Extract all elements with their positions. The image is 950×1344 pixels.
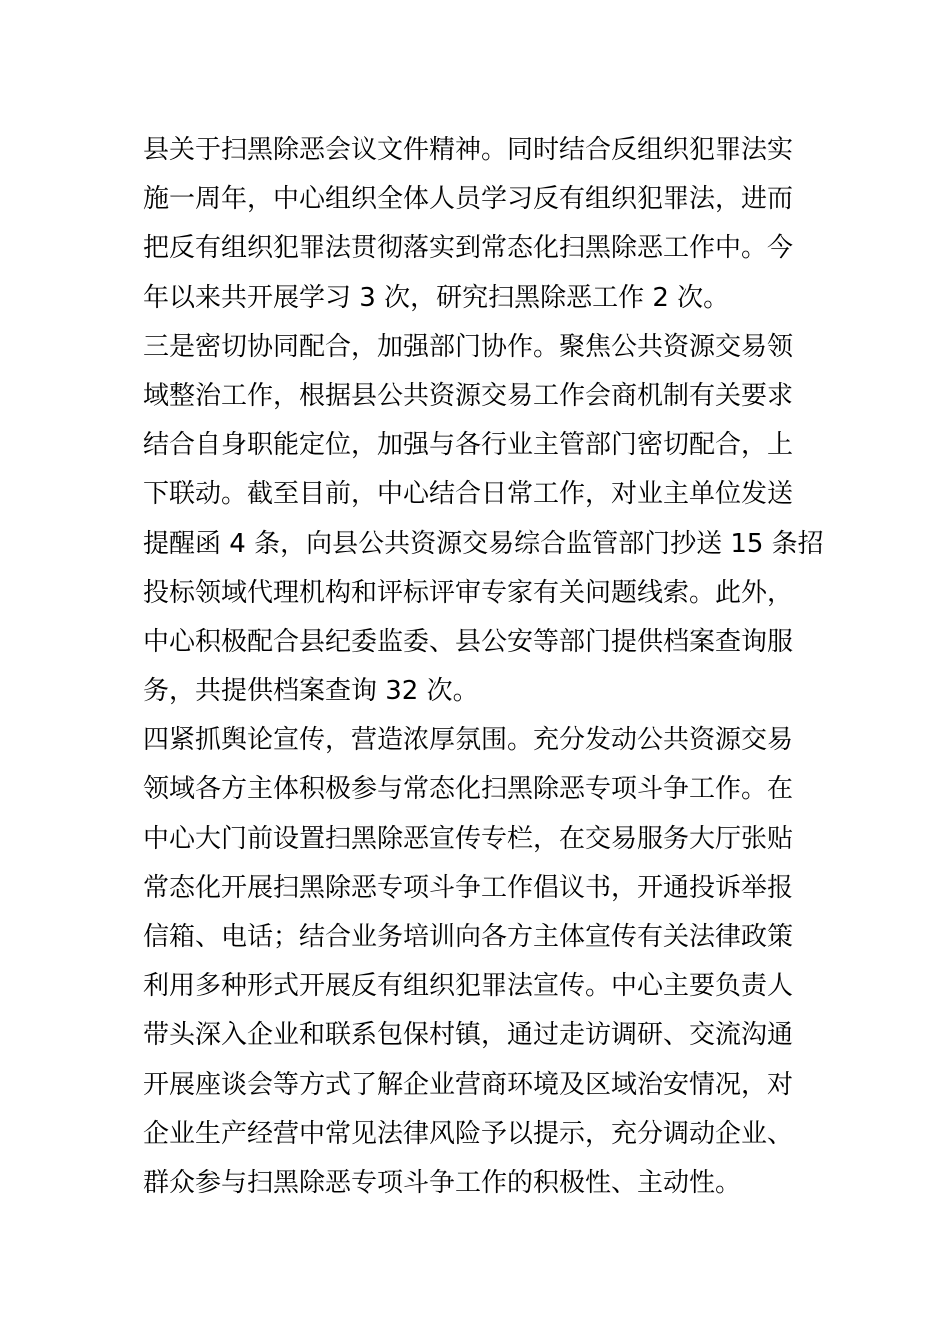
- text-line: 利用多种形式开展反有组织犯罪法宣传。中心主要负责人: [143, 971, 794, 1002]
- text-line: 企业生产经营中常见法律风险予以提示，充分调动企业、: [143, 1118, 794, 1149]
- text-line: 施一周年，中心组织全体人员学习反有组织犯罪法，进而: [143, 184, 794, 215]
- section-heading-line: 三是密切协同配合，加强部门协作。聚焦公共资源交易领: [143, 331, 794, 362]
- text-line: 投标领域代理机构和评标评审专家有关问题线索。此外，: [143, 577, 794, 608]
- text-line: 领域各方主体积极参与常态化扫黑除恶专项斗争工作。在: [143, 774, 794, 805]
- text-line: 中心积极配合县纪委监委、县公安等部门提供档案查询服: [143, 626, 794, 657]
- text-line: 常态化开展扫黑除恶专项斗争工作倡议书，开通投诉举报: [143, 872, 794, 903]
- section-heading-line: 四紧抓舆论宣传，营造浓厚氛围。充分发动公共资源交易: [143, 725, 794, 756]
- text-line: 域整治工作，根据县公共资源交易工作会商机制有关要求: [143, 380, 794, 411]
- text-line: 把反有组织犯罪法贯彻落实到常态化扫黑除恶工作中。今: [143, 233, 794, 264]
- text-line: 务，共提供档案查询 32 次。: [143, 676, 479, 707]
- text-line: 结合自身职能定位，加强与各行业主管部门密切配合，上: [143, 430, 794, 461]
- text-line: 提醒函 4 条，向县公共资源交易综合监管部门抄送 15 条招: [143, 528, 824, 559]
- text-line: 中心大门前设置扫黑除恶宣传专栏，在交易服务大厅张贴: [143, 823, 794, 854]
- text-line: 群众参与扫黑除恶专项斗争工作的积极性、主动性。: [143, 1167, 742, 1198]
- text-line: 信箱、电话；结合业务培训向各方主体宣传有关法律政策: [143, 922, 794, 952]
- text-line: 下联动。截至目前，中心结合日常工作，对业主单位发送: [143, 479, 794, 510]
- text-line: 带头深入企业和联系包保村镇，通过走访调研、交流沟通: [143, 1020, 794, 1051]
- text-line: 年以来共开展学习 3 次，研究扫黑除恶工作 2 次。: [143, 282, 730, 313]
- document-body: [143, 126, 823, 1208]
- text-line: 开展座谈会等方式了解企业营商环境及区域治安情况，对: [143, 1069, 794, 1100]
- text-line: 县关于扫黑除恶会议文件精神。同时结合反组织犯罪法实: [143, 135, 794, 165]
